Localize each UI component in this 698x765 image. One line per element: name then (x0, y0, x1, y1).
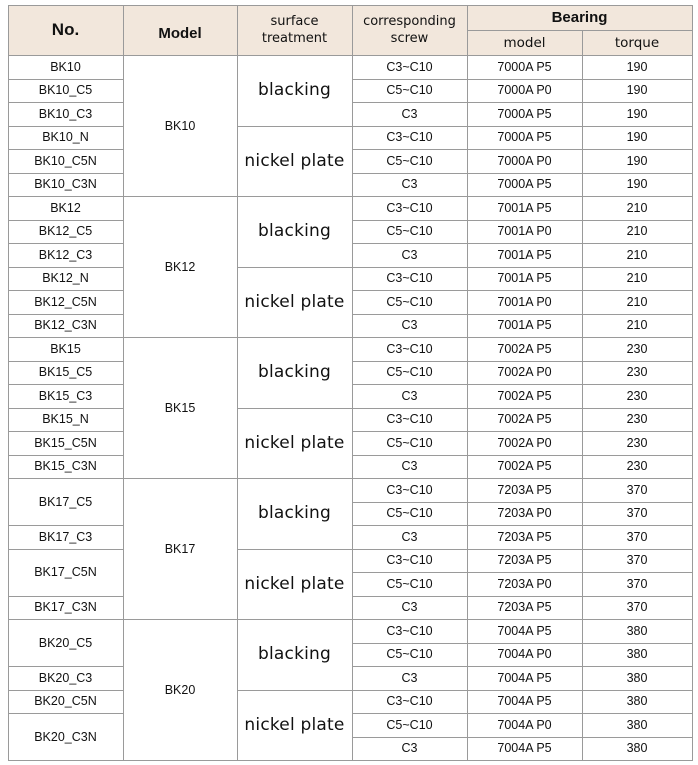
torque-cell: 380 (626, 623, 648, 638)
bearing-model-cell: 7004A P5 (497, 694, 552, 709)
part-number-cell: BK15_C5N (34, 435, 97, 450)
part-number-cell: BK12_C3N (34, 318, 97, 333)
torque-cell: 210 (626, 318, 648, 333)
torque-cell: 380 (626, 741, 648, 756)
bearing-model-cell: 7002A P5 (497, 459, 552, 474)
model-cell: BK12 (164, 259, 196, 274)
bearing-model-cell: 7000A P5 (497, 177, 552, 192)
torque-cell: 210 (626, 200, 648, 215)
bearing-model-cell: 7001A P5 (497, 271, 552, 286)
part-number-cell: BK10_N (42, 130, 89, 145)
part-number-cell: BK10_C3 (38, 106, 93, 121)
torque-cell: 190 (626, 130, 648, 145)
screw-cell: C3~C10 (386, 341, 433, 356)
bearing-model-cell: 7004A P0 (497, 717, 552, 732)
bearing-model-cell: 7004A P5 (497, 670, 552, 685)
torque-cell: 370 (626, 529, 648, 544)
part-number-cell: BK12_C5 (38, 224, 93, 239)
screw-cell: C3~C10 (386, 412, 433, 427)
torque-cell: 380 (626, 694, 648, 709)
model-cell: BK10 (164, 118, 196, 133)
screw-cell: C3~C10 (386, 553, 433, 568)
part-number-cell: BK10_C3N (34, 177, 97, 192)
part-number-cell: BK20_C3 (38, 670, 93, 685)
part-number-cell: BK15_C3N (34, 459, 97, 474)
part-number-cell: BK12_C3 (38, 247, 93, 262)
surface-treatment-cell: nickel plate (244, 714, 345, 735)
screw-cell: C3 (401, 459, 418, 474)
bearing-model-cell: 7203A P5 (497, 529, 552, 544)
header-no: No. (51, 20, 80, 39)
bearing-model-cell: 7001A P5 (497, 247, 552, 262)
torque-cell: 380 (626, 647, 648, 662)
screw-cell: C5~C10 (386, 365, 433, 380)
bearing-model-cell: 7001A P5 (497, 200, 552, 215)
torque-cell: 230 (626, 435, 648, 450)
torque-cell: 230 (626, 365, 648, 380)
screw-cell: C5~C10 (386, 717, 433, 732)
surface-treatment-cell: blacking (257, 221, 331, 242)
torque-cell: 190 (626, 59, 648, 74)
screw-cell: C3~C10 (386, 130, 433, 145)
bearing-model-cell: 7000A P5 (497, 59, 552, 74)
table-top-border (8, 5, 693, 6)
part-number-cell: BK12_C5N (34, 294, 97, 309)
screw-cell: C3 (401, 106, 418, 121)
part-number-cell: BK10 (50, 59, 81, 74)
bearing-model-cell: 7203A P0 (497, 576, 552, 591)
bearing-model-cell: 7000A P5 (497, 106, 552, 121)
torque-cell: 370 (626, 506, 648, 521)
part-number-cell: BK15 (50, 341, 81, 356)
screw-cell: C5~C10 (386, 294, 433, 309)
screw-cell: C3~C10 (386, 694, 433, 709)
surface-treatment-cell: blacking (257, 362, 331, 383)
screw-cell: C5~C10 (386, 224, 433, 239)
part-number-cell: BK12 (50, 200, 81, 215)
screw-cell: C5~C10 (386, 435, 433, 450)
surface-treatment-cell: blacking (257, 80, 331, 101)
torque-cell: 190 (626, 83, 648, 98)
screw-cell: C3 (401, 741, 418, 756)
screw-cell: C3 (401, 247, 418, 262)
part-number-cell: BK17_C3N (34, 600, 97, 615)
screw-cell: C3~C10 (386, 482, 433, 497)
part-number-cell: BK17_C5N (34, 565, 97, 579)
part-number-cell: BK17_C3 (38, 529, 93, 544)
bearing-model-cell: 7002A P5 (497, 341, 552, 356)
surface-treatment-cell: nickel plate (244, 150, 345, 171)
screw-cell: C5~C10 (386, 576, 433, 591)
part-number-cell: BK15_C5 (38, 365, 93, 380)
torque-cell: 370 (626, 482, 648, 497)
surface-treatment-cell: nickel plate (244, 573, 345, 594)
model-cell: BK20 (164, 682, 196, 697)
model-cell: BK15 (164, 400, 196, 415)
screw-cell: C3~C10 (386, 271, 433, 286)
torque-cell: 190 (626, 153, 648, 168)
surface-treatment-cell: blacking (257, 644, 331, 665)
torque-cell: 210 (626, 247, 648, 262)
surface-treatment-cell: blacking (257, 503, 331, 524)
surface-treatment-cell: nickel plate (244, 291, 345, 312)
part-number-cell: BK20_C3N (34, 729, 97, 744)
screw-cell: C5~C10 (386, 83, 433, 98)
bearing-model-cell: 7004A P0 (497, 647, 552, 662)
table-bottom-border (8, 760, 693, 761)
bearing-model-cell: 7004A P5 (497, 741, 552, 756)
table-right-border (692, 5, 693, 760)
screw-cell: C3 (401, 318, 418, 333)
screw-cell: C5~C10 (386, 647, 433, 662)
torque-cell: 380 (626, 670, 648, 685)
bearing-model-cell: 7001A P0 (497, 224, 552, 239)
torque-cell: 370 (626, 600, 648, 615)
part-number-cell: BK15_N (42, 412, 89, 427)
part-number-cell: BK15_C3 (38, 388, 93, 403)
torque-cell: 210 (626, 271, 648, 286)
torque-cell: 370 (626, 553, 648, 568)
torque-cell: 230 (626, 388, 648, 403)
bearing-model-cell: 7002A P0 (497, 435, 552, 450)
bearing-model-cell: 7203A P0 (497, 506, 552, 521)
bearing-model-cell: 7203A P5 (497, 553, 552, 568)
torque-cell: 210 (626, 294, 648, 309)
part-number-cell: BK10_C5 (38, 83, 93, 98)
screw-cell: C5~C10 (386, 153, 433, 168)
header-surface-treatment: surface treatment (261, 14, 328, 46)
torque-cell: 210 (626, 224, 648, 239)
bearing-model-cell: 7002A P5 (497, 388, 552, 403)
torque-cell: 380 (626, 717, 648, 732)
bearing-model-cell: 7000A P0 (497, 153, 552, 168)
surface-treatment-cell: nickel plate (244, 432, 345, 453)
part-number-cell: BK20_C5 (38, 635, 93, 650)
bearing-model-cell: 7004A P5 (497, 623, 552, 638)
part-number-cell: BK12_N (42, 271, 89, 286)
header-bearing: Bearing (551, 9, 608, 26)
header-model: Model (158, 24, 202, 42)
torque-cell: 190 (626, 177, 648, 192)
bearing-header-divider (467, 30, 693, 31)
part-number-cell: BK10_C5N (34, 153, 97, 168)
bearing-model-cell: 7203A P5 (497, 600, 552, 615)
torque-cell: 190 (626, 106, 648, 121)
screw-cell: C5~C10 (386, 506, 433, 521)
bearing-model-cell: 7002A P0 (497, 365, 552, 380)
torque-cell: 230 (626, 341, 648, 356)
screw-cell: C3~C10 (386, 623, 433, 638)
screw-cell: C3 (401, 177, 418, 192)
screw-cell: C3~C10 (386, 59, 433, 74)
screw-cell: C3 (401, 670, 418, 685)
header-bearing-torque: torque (614, 34, 660, 51)
torque-cell: 230 (626, 412, 648, 427)
torque-cell: 230 (626, 459, 648, 474)
model-cell: BK17 (164, 541, 196, 556)
bearing-model-cell: 7001A P5 (497, 318, 552, 333)
bearing-model-cell: 7002A P5 (497, 412, 552, 427)
bearing-model-cell: 7000A P5 (497, 130, 552, 145)
bearing-model-cell: 7203A P5 (497, 482, 552, 497)
screw-cell: C3 (401, 600, 418, 615)
torque-cell: 370 (626, 576, 648, 591)
part-number-cell: BK20_C5N (34, 694, 97, 709)
screw-cell: C3~C10 (386, 200, 433, 215)
bearing-model-cell: 7000A P0 (497, 83, 552, 98)
part-number-cell: BK17_C5 (38, 494, 93, 509)
header-corresponding-screw: corresponding screw (363, 14, 456, 46)
bearing-model-cell: 7001A P0 (497, 294, 552, 309)
header-bearing-model: model (503, 34, 546, 51)
screw-cell: C3 (401, 388, 418, 403)
screw-cell: C3 (401, 529, 418, 544)
